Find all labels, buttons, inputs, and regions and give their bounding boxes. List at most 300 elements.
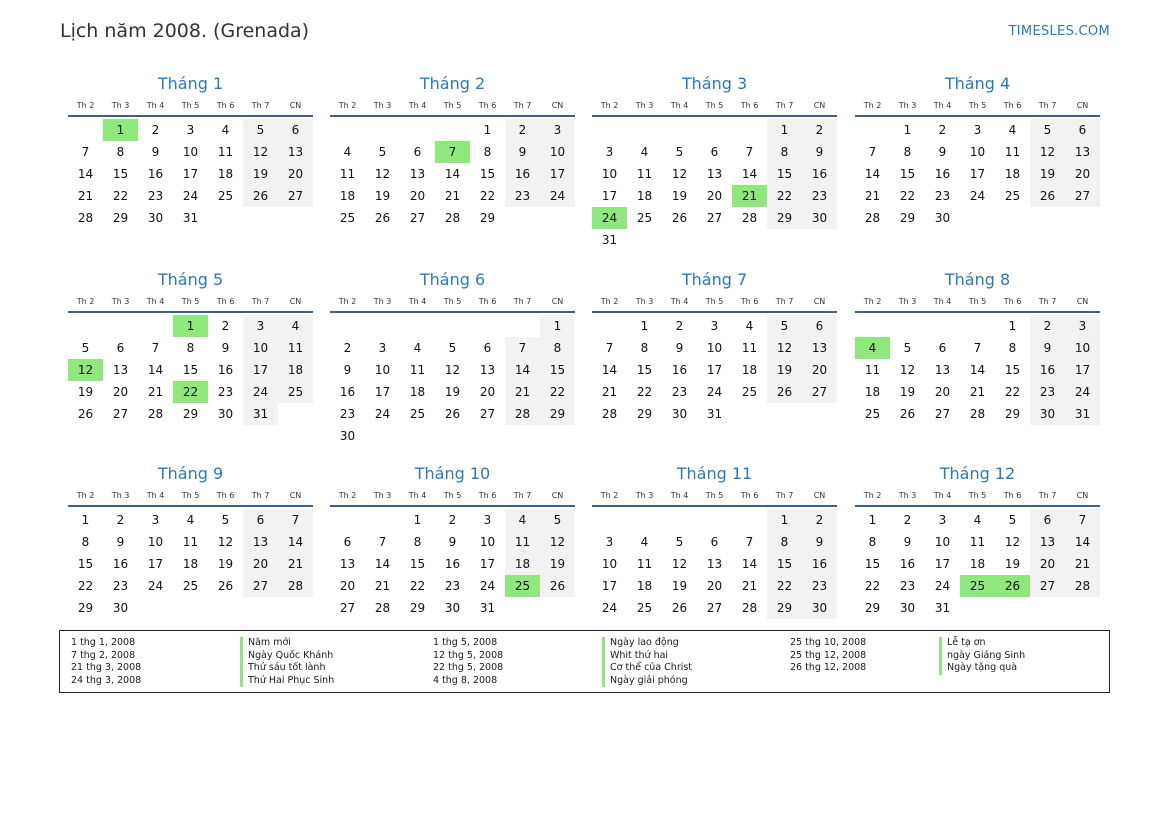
week-row — [68, 509, 313, 531]
day-cell: 18 — [1004, 167, 1021, 181]
weekend-day-cell: 3 — [243, 315, 278, 337]
week-row — [592, 185, 837, 207]
weekend-day-cell: 31 — [1065, 403, 1100, 425]
weekend-day-cell: 26 — [540, 575, 575, 597]
day-cell: 24 — [601, 601, 618, 615]
day-cell: 5 — [221, 513, 230, 527]
weekday-label: Th 4 — [670, 101, 689, 110]
week-row — [592, 381, 837, 403]
weekend-day-cell: 2 — [1030, 315, 1065, 337]
empty-day-cell — [697, 119, 732, 141]
day-cell: 25 — [741, 385, 758, 399]
week-row — [855, 359, 1100, 381]
day-cell: 5 — [675, 145, 684, 159]
weekday-label: CN — [1076, 101, 1089, 110]
day-cell: 6 — [710, 145, 719, 159]
site-link[interactable]: TIMESLES.COM — [1008, 24, 1110, 39]
weekend-day-cell: 12 — [1030, 141, 1065, 163]
weekend-day-cell: 14 — [1065, 531, 1100, 553]
week-row — [592, 575, 837, 597]
holiday-legend — [59, 630, 1110, 693]
weekend-day-cell: 5 — [540, 509, 575, 531]
legend-name-column — [240, 637, 334, 687]
day-cell: 20 — [934, 385, 951, 399]
day-cell: 26 — [899, 407, 916, 421]
week-row — [68, 359, 313, 381]
weekend-day-cell: 29 — [767, 597, 802, 619]
empty-day-cell — [103, 315, 138, 337]
weekend-day-cell: 12 — [767, 337, 802, 359]
day-cell: 15 — [182, 363, 199, 377]
weekend-day-cell: 19 — [1030, 163, 1065, 185]
day-cell: 18 — [182, 557, 199, 571]
weekday-label: Th 2 — [600, 491, 619, 500]
day-cell: 20 — [409, 189, 426, 203]
day-cell: 10 — [374, 363, 391, 377]
empty-day-cell — [995, 597, 1030, 619]
weekday-label: Th 7 — [1038, 297, 1057, 306]
weekday-header — [855, 296, 1100, 313]
weekend-day-cell: 11 — [278, 337, 313, 359]
day-cell: 14 — [374, 557, 391, 571]
empty-day-cell — [1030, 597, 1065, 619]
day-cell: 16 — [112, 557, 129, 571]
day-cell: 20 — [706, 579, 723, 593]
weekday-label: Th 4 — [146, 101, 165, 110]
day-cell: 27 — [706, 601, 723, 615]
month-title: Tháng 11 — [676, 464, 753, 483]
day-cell: 25 — [409, 407, 426, 421]
day-cell: 30 — [339, 429, 356, 443]
day-cell: 23 — [339, 407, 356, 421]
day-cell: 12 — [217, 535, 234, 549]
legend-name-column — [939, 637, 1025, 675]
day-cell: 30 — [899, 601, 916, 615]
month-calendar — [68, 464, 313, 619]
day-cell: 15 — [636, 363, 653, 377]
day-cell: 29 — [77, 601, 94, 615]
day-cell: 23 — [147, 189, 164, 203]
day-cell: 25 — [1004, 189, 1021, 203]
day-cell: 11 — [409, 363, 426, 377]
day-cell: 4 — [343, 145, 352, 159]
month-title: Tháng 7 — [681, 270, 748, 289]
weekday-label: CN — [551, 491, 564, 500]
day-cell: 17 — [969, 167, 986, 181]
legend-date: 1 thg 1, 2008 — [71, 637, 136, 648]
weekend-day-cell: 10 — [243, 337, 278, 359]
day-cell: 1 — [413, 513, 422, 527]
day-cell: 29 — [636, 407, 653, 421]
month-calendar — [592, 270, 837, 425]
weekend-day-cell: 30 — [1030, 403, 1065, 425]
empty-day-cell — [592, 509, 627, 531]
legend-holiday-name: Ngày lao động — [602, 637, 692, 650]
day-cell: 9 — [343, 363, 352, 377]
weekend-day-cell: 5 — [1030, 119, 1065, 141]
week-row — [592, 229, 837, 251]
weekend-day-cell: 13 — [278, 141, 313, 163]
day-cell: 14 — [147, 363, 164, 377]
day-cell: 6 — [938, 341, 947, 355]
week-row — [330, 163, 575, 185]
weekend-day-cell: 14 — [278, 531, 313, 553]
weekday-label: Th 7 — [775, 101, 794, 110]
weekend-day-cell: 9 — [505, 141, 540, 163]
day-cell: 18 — [339, 189, 356, 203]
weekday-label: Th 7 — [775, 491, 794, 500]
weekend-day-cell: 4 — [505, 509, 540, 531]
week-row — [68, 553, 313, 575]
empty-day-cell — [960, 597, 995, 619]
day-cell: 22 — [899, 189, 916, 203]
day-cell: 26 — [374, 211, 391, 225]
weekday-label: Th 5 — [443, 297, 462, 306]
day-cell: 11 — [636, 167, 653, 181]
month-calendar — [592, 464, 837, 619]
month-title: Tháng 6 — [419, 270, 486, 289]
day-cell: 5 — [1008, 513, 1017, 527]
day-cell: 1 — [903, 123, 912, 137]
empty-day-cell — [435, 119, 470, 141]
day-cell: 16 — [444, 557, 461, 571]
weekend-day-cell: 17 — [540, 163, 575, 185]
weekday-header — [592, 100, 837, 117]
weekend-day-cell: 16 — [1030, 359, 1065, 381]
legend-holiday-name: ngày Giáng Sinh — [939, 650, 1025, 663]
weekend-day-cell: 29 — [767, 207, 802, 229]
weekend-day-cell: 27 — [1030, 575, 1065, 597]
day-cell: 29 — [899, 211, 916, 225]
day-cell: 22 — [864, 579, 881, 593]
day-cell: 20 — [706, 189, 723, 203]
day-cell: 24 — [182, 189, 199, 203]
day-cell: 28 — [601, 407, 618, 421]
day-cell: 4 — [640, 145, 649, 159]
legend-holiday-name: Ngày tặng quà — [939, 662, 1025, 675]
week-row — [330, 509, 575, 531]
day-cell: 11 — [741, 341, 758, 355]
day-cell: 5 — [448, 341, 457, 355]
month-title: Tháng 9 — [157, 464, 224, 483]
holiday-day-cell: 7 — [435, 141, 470, 163]
day-cell: 7 — [868, 145, 877, 159]
empty-day-cell — [138, 597, 173, 619]
day-cell: 19 — [374, 189, 391, 203]
day-cell: 12 — [444, 363, 461, 377]
legend-date: 24 thg 3, 2008 — [71, 674, 142, 686]
weekend-day-cell: 31 — [243, 403, 278, 425]
weekday-label: Th 5 — [705, 101, 724, 110]
month-calendar — [855, 74, 1100, 229]
weekend-day-cell: 23 — [802, 185, 837, 207]
day-cell: 9 — [151, 145, 160, 159]
day-cell: 10 — [601, 167, 618, 181]
day-cell: 11 — [969, 535, 986, 549]
weekday-label: Th 6 — [740, 297, 759, 306]
empty-day-cell — [505, 315, 540, 337]
day-cell: 11 — [182, 535, 199, 549]
day-cell: 1 — [868, 513, 877, 527]
weekday-header — [592, 296, 837, 313]
legend-date: 1 thg 5, 2008 — [433, 637, 498, 648]
day-cell: 21 — [374, 579, 391, 593]
weekday-label: Th 6 — [740, 101, 759, 110]
weekend-day-cell: 27 — [243, 575, 278, 597]
week-row — [855, 185, 1100, 207]
day-cell: 10 — [147, 535, 164, 549]
weekday-label: Th 5 — [181, 101, 200, 110]
day-cell: 10 — [934, 535, 951, 549]
weekday-label: Th 2 — [338, 491, 357, 500]
legend-date-column — [71, 637, 141, 687]
week-row — [330, 381, 575, 403]
weekend-day-cell: 12 — [540, 531, 575, 553]
day-cell: 23 — [671, 385, 688, 399]
day-cell: 4 — [640, 535, 649, 549]
day-cell: 18 — [409, 385, 426, 399]
empty-day-cell — [365, 509, 400, 531]
month-calendar — [330, 270, 575, 447]
weekday-label: Th 5 — [181, 491, 200, 500]
day-cell: 8 — [640, 341, 649, 355]
day-cell: 17 — [147, 557, 164, 571]
weekend-day-cell: 16 — [802, 163, 837, 185]
weekend-day-cell: 10 — [1065, 337, 1100, 359]
day-cell: 28 — [741, 601, 758, 615]
weekday-label: CN — [813, 297, 826, 306]
empty-day-cell — [802, 229, 837, 251]
week-row — [68, 315, 313, 337]
empty-day-cell — [662, 229, 697, 251]
weekday-label: Th 3 — [373, 101, 392, 110]
week-row — [330, 207, 575, 229]
weekend-day-cell: 13 — [243, 531, 278, 553]
day-cell: 8 — [1008, 341, 1017, 355]
day-cell: 16 — [934, 167, 951, 181]
weekday-label: Th 7 — [251, 297, 270, 306]
day-cell: 7 — [378, 535, 387, 549]
weekday-label: Th 6 — [1003, 297, 1022, 306]
week-row — [330, 119, 575, 141]
empty-day-cell — [138, 315, 173, 337]
weekday-label: Th 2 — [338, 297, 357, 306]
empty-day-cell — [925, 315, 960, 337]
day-cell: 18 — [217, 167, 234, 181]
legend-date-column — [790, 637, 866, 675]
month-calendar — [68, 74, 313, 229]
weekday-label: Th 7 — [775, 297, 794, 306]
weekday-header — [855, 100, 1100, 117]
day-cell: 3 — [186, 123, 195, 137]
weekday-label: Th 7 — [251, 101, 270, 110]
week-row — [592, 531, 837, 553]
month-title: Tháng 12 — [939, 464, 1016, 483]
weekend-day-cell: 10 — [540, 141, 575, 163]
day-cell: 11 — [339, 167, 356, 181]
weekday-label: Th 4 — [408, 101, 427, 110]
empty-day-cell — [960, 207, 995, 229]
day-cell: 17 — [706, 363, 723, 377]
weekend-day-cell: 15 — [767, 553, 802, 575]
day-cell: 17 — [182, 167, 199, 181]
day-cell: 2 — [903, 513, 912, 527]
weekend-day-cell: 23 — [1030, 381, 1065, 403]
day-cell: 30 — [217, 407, 234, 421]
weekend-day-cell: 4 — [278, 315, 313, 337]
weekend-day-cell: 22 — [767, 575, 802, 597]
day-cell: 27 — [112, 407, 129, 421]
weekend-day-cell: 22 — [540, 381, 575, 403]
weekend-day-cell: 2 — [505, 119, 540, 141]
week-row — [330, 141, 575, 163]
weekend-day-cell: 14 — [505, 359, 540, 381]
week-row — [855, 509, 1100, 531]
weekday-label: Th 6 — [216, 297, 235, 306]
weekend-day-cell: 16 — [505, 163, 540, 185]
day-cell: 12 — [1004, 535, 1021, 549]
day-cell: 10 — [969, 145, 986, 159]
day-cell: 13 — [934, 363, 951, 377]
empty-day-cell — [662, 509, 697, 531]
weekday-header — [855, 490, 1100, 507]
day-cell: 2 — [343, 341, 352, 355]
day-cell: 17 — [934, 557, 951, 571]
day-cell: 22 — [409, 579, 426, 593]
day-cell: 29 — [409, 601, 426, 615]
day-cell: 29 — [182, 407, 199, 421]
weekend-day-cell: 21 — [278, 553, 313, 575]
weekday-label: Th 6 — [216, 491, 235, 500]
day-cell: 11 — [864, 363, 881, 377]
weekday-label: Th 4 — [933, 297, 952, 306]
day-cell: 7 — [745, 145, 754, 159]
weekday-label: Th 3 — [635, 297, 654, 306]
day-cell: 19 — [671, 579, 688, 593]
weekday-label: CN — [1076, 297, 1089, 306]
day-cell: 2 — [675, 319, 684, 333]
day-cell: 18 — [969, 557, 986, 571]
weekend-day-cell: 9 — [1030, 337, 1065, 359]
day-cell: 4 — [1008, 123, 1017, 137]
weekday-label: Th 7 — [251, 491, 270, 500]
day-cell: 2 — [938, 123, 947, 137]
day-cell: 6 — [483, 341, 492, 355]
day-cell: 13 — [706, 557, 723, 571]
day-cell: 26 — [217, 579, 234, 593]
day-cell: 9 — [938, 145, 947, 159]
empty-day-cell — [627, 509, 662, 531]
day-cell: 16 — [671, 363, 688, 377]
empty-day-cell — [802, 403, 837, 425]
day-cell: 18 — [636, 579, 653, 593]
day-cell: 21 — [864, 189, 881, 203]
week-row — [592, 337, 837, 359]
day-cell: 21 — [77, 189, 94, 203]
weekday-header — [68, 100, 313, 117]
day-cell: 14 — [601, 363, 618, 377]
day-cell: 23 — [112, 579, 129, 593]
weekday-label: Th 7 — [1038, 491, 1057, 500]
week-row — [68, 381, 313, 403]
weekend-day-cell: 6 — [278, 119, 313, 141]
empty-day-cell — [767, 229, 802, 251]
weekend-day-cell: 5 — [767, 315, 802, 337]
month-calendar — [855, 270, 1100, 425]
empty-day-cell — [68, 315, 103, 337]
day-cell: 29 — [864, 601, 881, 615]
day-cell: 7 — [973, 341, 982, 355]
week-row — [855, 141, 1100, 163]
day-cell: 21 — [741, 579, 758, 593]
weekend-day-cell: 9 — [802, 141, 837, 163]
holiday-day-cell: 1 — [173, 315, 208, 337]
day-cell: 31 — [479, 601, 496, 615]
weekday-header — [330, 490, 575, 507]
day-cell: 13 — [479, 363, 496, 377]
day-cell: 22 — [1004, 385, 1021, 399]
weekend-day-cell: 12 — [243, 141, 278, 163]
day-cell: 12 — [374, 167, 391, 181]
empty-day-cell — [540, 425, 575, 447]
day-cell: 8 — [186, 341, 195, 355]
empty-day-cell — [697, 229, 732, 251]
legend-holiday-name: Thứ Hai Phục Sinh — [240, 675, 334, 688]
day-cell: 14 — [77, 167, 94, 181]
day-cell: 24 — [374, 407, 391, 421]
day-cell: 30 — [444, 601, 461, 615]
empty-day-cell — [365, 119, 400, 141]
weekday-label: Th 5 — [705, 491, 724, 500]
day-cell: 9 — [116, 535, 125, 549]
week-row — [330, 575, 575, 597]
legend-date: 25 thg 12, 2008 — [790, 649, 867, 661]
weekend-day-cell: 7 — [1065, 509, 1100, 531]
day-cell: 3 — [483, 513, 492, 527]
day-cell: 25 — [217, 189, 234, 203]
empty-day-cell — [365, 315, 400, 337]
weekend-day-cell: 20 — [1030, 553, 1065, 575]
week-row — [330, 553, 575, 575]
day-cell: 24 — [706, 385, 723, 399]
week-row — [592, 509, 837, 531]
day-cell: 12 — [899, 363, 916, 377]
day-cell: 14 — [741, 167, 758, 181]
day-cell: 12 — [671, 167, 688, 181]
weekday-label: Th 3 — [373, 491, 392, 500]
empty-day-cell — [1065, 207, 1100, 229]
weekend-day-cell: 26 — [767, 381, 802, 403]
empty-day-cell — [960, 315, 995, 337]
weekday-label: Th 3 — [635, 101, 654, 110]
weekend-day-cell: 6 — [243, 509, 278, 531]
empty-day-cell — [400, 425, 435, 447]
empty-day-cell — [208, 207, 243, 229]
weekend-day-cell: 11 — [505, 531, 540, 553]
day-cell: 25 — [864, 407, 881, 421]
day-cell: 3 — [605, 145, 614, 159]
week-row — [330, 185, 575, 207]
empty-day-cell — [662, 119, 697, 141]
day-cell: 2 — [151, 123, 160, 137]
day-cell: 5 — [81, 341, 90, 355]
holiday-day-cell: 25 — [960, 575, 995, 597]
day-cell: 6 — [116, 341, 125, 355]
weekend-day-cell: 2 — [802, 119, 837, 141]
month-calendar — [330, 464, 575, 619]
day-cell: 15 — [112, 167, 129, 181]
week-row — [592, 163, 837, 185]
